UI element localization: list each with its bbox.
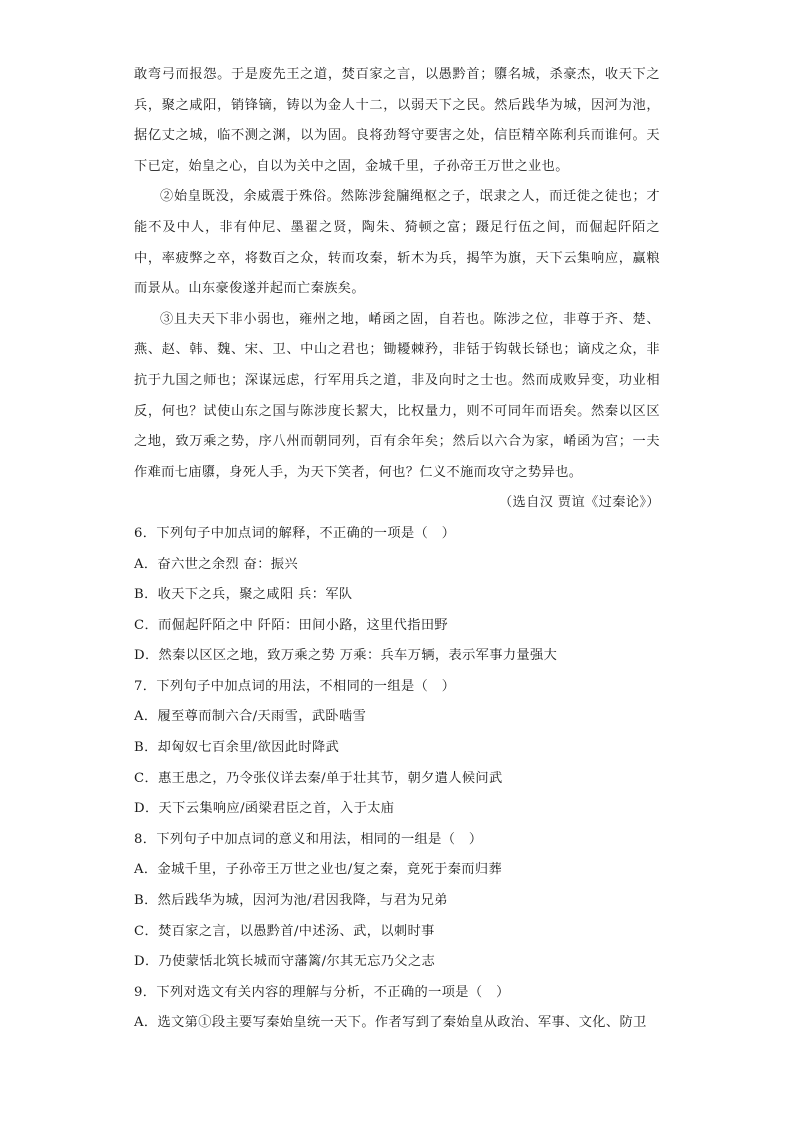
question-8-option-d: D．乃使蒙恬北筑长城而守藩篱/尔其无忘乃父之志 xyxy=(134,954,436,970)
question-6-stem: 6．下列句子中加点词的解释，不正确的一项是（ ） xyxy=(134,525,456,541)
question-7-option-c: C．惠王患之，乃令张仪详去秦/单于壮其节，朝夕遣人候问武 xyxy=(134,770,503,786)
question-8-option-c: C．焚百家之言，以愚黔首/中述汤、武，以刺时事 xyxy=(134,923,435,939)
question-8-option-b: B．然后践华为城，因河为池/君因我降，与君为兄弟 xyxy=(134,893,448,909)
question-7-stem: 7．下列句子中加点词的用法，不相同的一组是（ ） xyxy=(134,678,456,694)
question-6-option-d: D．然秦以区区之地，致万乘之势 万乘：兵车万辆，表示军事力量强大 xyxy=(134,648,558,664)
question-9-stem: 9．下列对选文有关内容的理解与分析，不正确的一项是（ ） xyxy=(134,984,510,1000)
question-8-option-a: A．金城千里，子孙帝王万世之业也/复之秦，竟死于秦而归葬 xyxy=(134,862,503,878)
passage-paragraph-1: 敢弯弓而报怨。于是废先王之道，焚百家之言，以愚黔首；隳名城，杀豪杰，收天下之兵，聚之咸阳，销锋镝，铸以为金人十二，以弱天下之民。然后践华为城，因河为池，据亿丈之城，临不测之渊，以为固。良将劲弩守要害之处，信臣精卒陈利兵而谁何。天下已定，始皇之心，自以为关中之固，金城千里，子孙帝王万世之业也。 xyxy=(134,67,660,174)
question-6-option-a: A．奋六世之余烈 奋：振兴 xyxy=(134,556,298,572)
question-6-option-c: C．而倔起阡陌之中 阡陌：田间小路，这里代指田野 xyxy=(134,617,449,633)
question-7-option-d: D．天下云集响应/函梁君臣之首，入于太庙 xyxy=(134,801,395,817)
question-7-option-b: B．却匈奴七百余里/欲因此时降武 xyxy=(134,740,340,756)
passage-source: （选自汉 贾谊《过秦论》） xyxy=(498,495,660,511)
question-9-option-a: A．选文第①段主要写秦始皇统一天下。作者写到了秦始皇从政治、军事、文化、防卫 xyxy=(134,1015,647,1031)
passage-paragraph-3: ③且夫天下非小弱也，雍州之地，崤函之固，自若也。陈涉之位，非尊于齐、楚、燕、赵、韩、魏、宋、卫、中山之君也；锄耰棘矜，非铦于钩戟长铩也；谪戍之众，非抗于九国之师也；深谋远虑，行军用兵之道，非及向时之士也。然而成败异变，功业相反，何也？试使山东之国与陈涉度长絜大，比权量力，则不可同年而语矣。然秦以区区之地，致万乘之势，序八州而朝同列，百有余年矣；然后以六合为家，崤函为宫；一夫作难而七庙隳，身死人手，为天下笑者，何也？仁义不施而攻守之势异也。 xyxy=(134,311,660,480)
question-7-option-a: A．履至尊而制六合/天雨雪，武卧啮雪 xyxy=(134,709,367,725)
passage-paragraph-2: ②始皇既没，余威震于殊俗。然陈涉瓮牖绳枢之子，氓隶之人，而迁徙之徒也；才能不及中人，非有仲尼、墨翟之贤，陶朱、猗顿之富；蹑足行伍之间，而倔起阡陌之中，率疲弊之卒，将数百之众，转而攻秦，斩木为兵，揭竿为旗，天下云集响应，赢粮而景从。山东豪俊遂并起而亡秦族矣。 xyxy=(134,189,660,297)
question-8-stem: 8．下列句子中加点词的意义和用法，相同的一组是（ ） xyxy=(134,831,483,847)
question-6-option-b: B．收天下之兵，聚之咸阳 兵：军队 xyxy=(134,587,353,603)
document-body xyxy=(134,60,660,1039)
